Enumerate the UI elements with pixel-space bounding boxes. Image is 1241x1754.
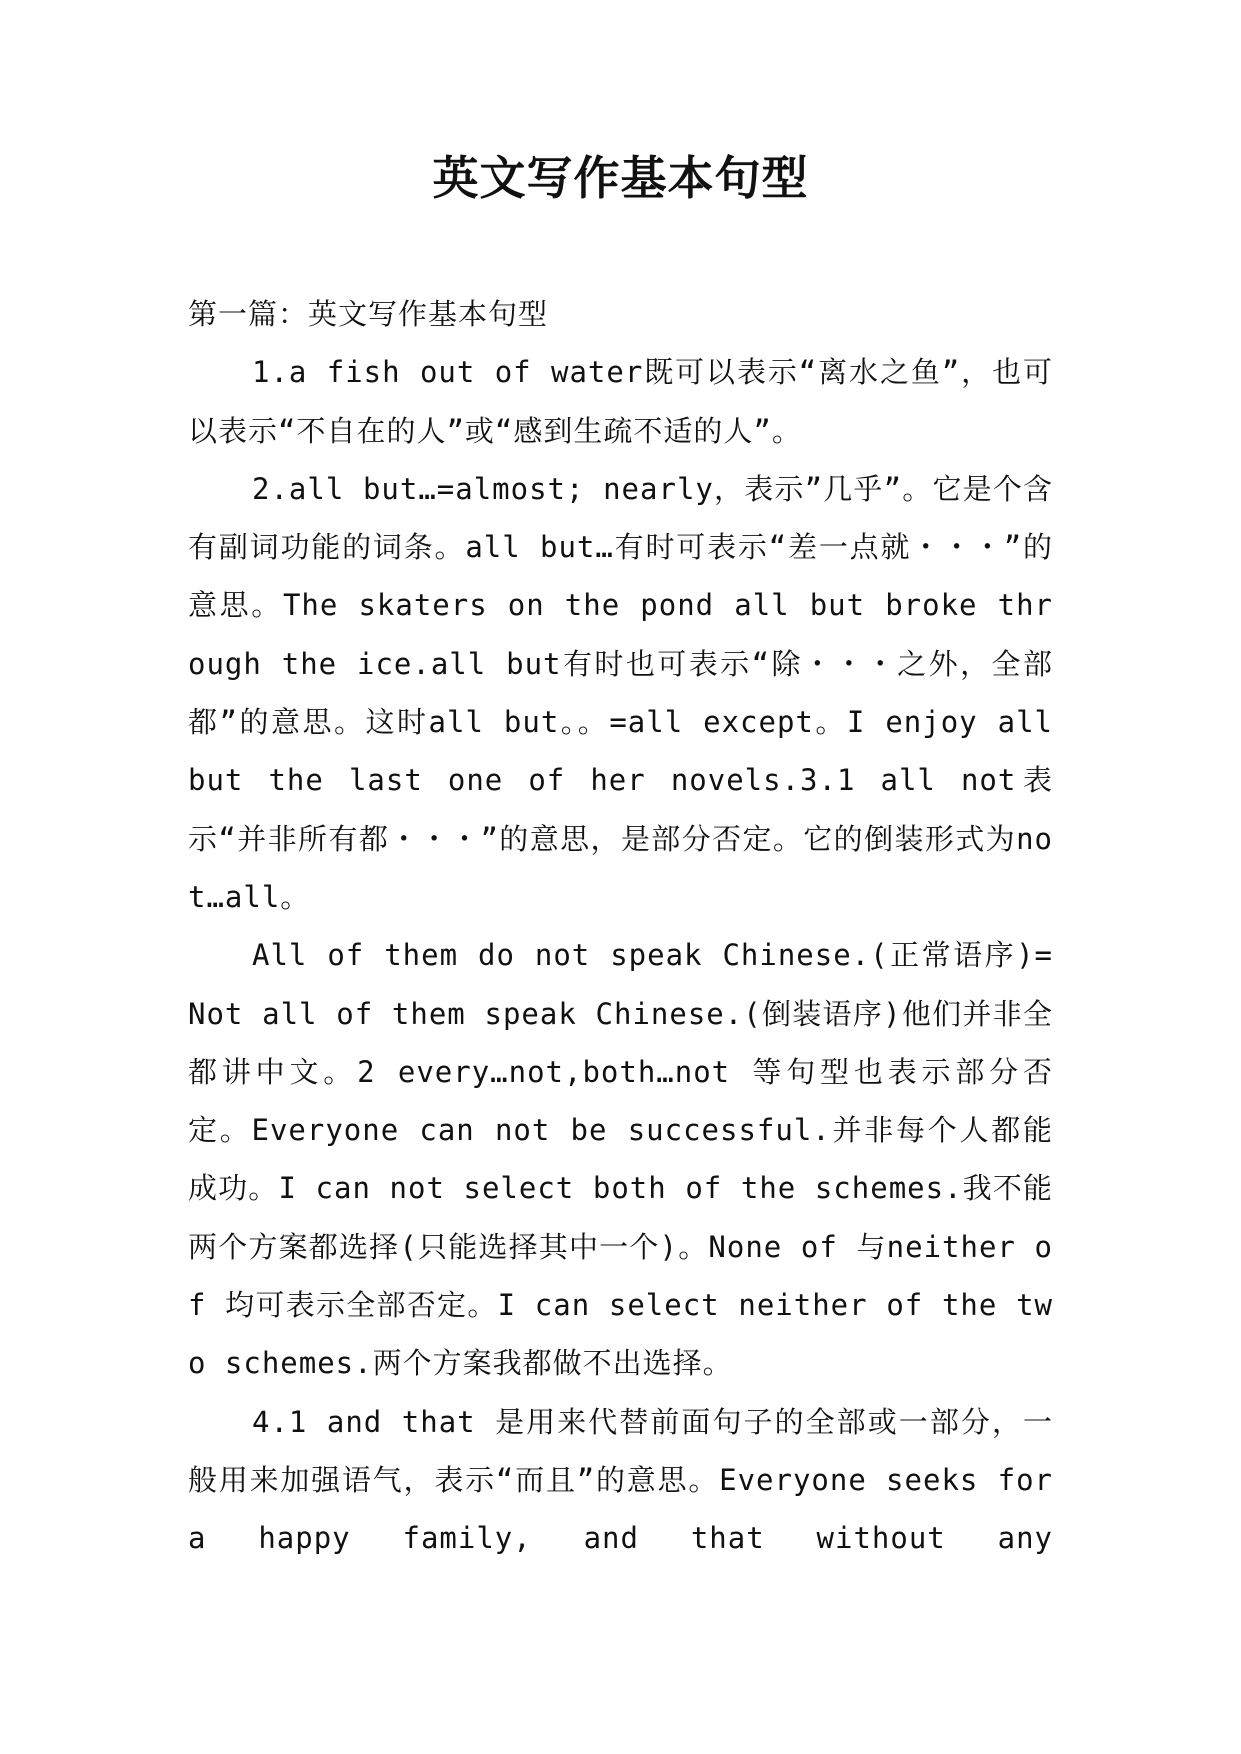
- document-title: 英文写作基本句型: [432, 151, 809, 205]
- section-heading: 第一篇：英文写作基本句型: [188, 297, 549, 331]
- paragraph-3: All of them do not speak Chinese.(正常语序)=Not all of them speak Chinese.(倒装语序)他们并非全都讲中文。2 every…not,both…not 等句型也表示部分否定。Everyone can not be successful.并非每个人都能成功。I can not select both of the schemes.我不能两个方案都选择(只能选择其中一个)。None of 与neither of 均可表示全部否定。I can select neither of the two schemes.两个方案我都做不出选择。: [188, 938, 1053, 1381]
- paragraph-2: 2.all but…=almost; nearly，表示”几乎”。它是个含有副词功能的词条。all but…有时可表示“差一点就・・・”的意思。The skaters on the pond all but broke through the ice.all but有时也可表示“除・・・之外，全部都”的意思。这时all but。。=all except。I enjoy all but the last one of her novels.3.1 all not表示“并非所有都・・・”的意思，是部分否定。它的倒装形式为not…all。: [188, 471, 1053, 914]
- document-body: [188, 285, 1053, 1568]
- paragraph-4: 4.1 and that 是用来代替前面句子的全部或一部分，一般用来加强语气，表示“而且”的意思。Everyone seeks for a happy family, and that without any: [188, 1404, 1053, 1556]
- paragraph-1: 1.a fish out of water既可以表示“离水之鱼”，也可以表示“不自在的人”或“感到生疏不适的人”。: [188, 355, 1053, 448]
